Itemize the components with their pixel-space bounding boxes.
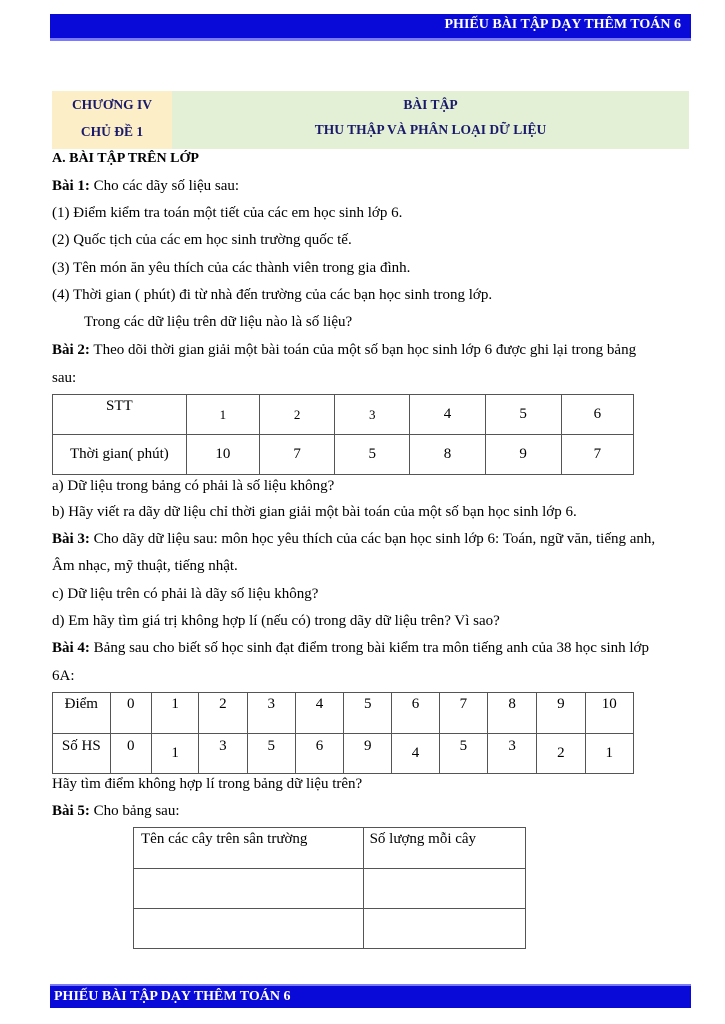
chapter-cell xyxy=(52,91,172,149)
section-a-heading: A. BÀI TẬP TRÊN LỚP xyxy=(52,151,199,166)
bai5-label: Bài 5: xyxy=(52,803,90,819)
bai2-question-b: b) Hãy viết ra dãy dữ liệu chỉ thời gian giải một bài toán của một số bạn học sinh lớp 6. xyxy=(52,504,577,520)
table-cell: 5 xyxy=(439,734,487,774)
bai4-intro-text: Bảng sau cho biết số học sinh đạt điểm trong bài kiểm tra môn tiếng anh của 38 học sinh lớp xyxy=(89,640,649,656)
table-cell: 3 xyxy=(247,693,295,734)
bai5-intro-text: Cho bảng sau: xyxy=(89,803,180,819)
chapter-label: CHƯƠNG IV xyxy=(71,97,153,112)
table-cell: 7 xyxy=(439,693,487,734)
table-cell: 7 xyxy=(561,435,633,475)
bai2-intro-text: Theo dõi thời gian giải một bài toán của một số bạn học sinh lớp 6 được ghi lại trong bảng xyxy=(89,342,637,358)
table-cell: 3 xyxy=(199,734,247,774)
table-row xyxy=(134,828,526,869)
section-heading: BÀI TẬP xyxy=(403,97,458,112)
table-cell xyxy=(134,909,364,949)
bai5-intro xyxy=(52,803,180,820)
table-cell: 7 xyxy=(260,435,335,475)
table-cell xyxy=(363,909,525,949)
bai3-question-c: c) Dữ liệu trên có phải là dãy số liệu không? xyxy=(52,586,319,602)
table-cell xyxy=(363,869,525,909)
bai4-intro-cont: 6A: xyxy=(52,668,75,684)
bai4-label: Bài 4: xyxy=(52,640,90,656)
table-cell: 6 xyxy=(295,734,343,774)
table-cell: 4 xyxy=(295,693,343,734)
table-cell: 3 xyxy=(487,734,536,774)
table-cell: 5 xyxy=(335,435,410,475)
table-header-cell: Số HS xyxy=(53,734,111,774)
table-cell xyxy=(134,869,364,909)
bai1-intro xyxy=(52,178,239,195)
bai2-label: Bài 2: xyxy=(52,342,90,358)
table-header-cell: STT xyxy=(53,395,187,435)
bai1-question: Trong các dữ liệu trên dữ liệu nào là số liệu? xyxy=(84,314,353,330)
table-row xyxy=(53,734,634,774)
table-header-cell: Tên các cây trên sân trường xyxy=(134,828,364,869)
table-row xyxy=(134,869,526,909)
table-cell: 2 xyxy=(199,693,247,734)
table-cell: 1 xyxy=(151,734,198,774)
footer-title: PHIẾU BÀI TẬP DẠY THÊM TOÁN 6 xyxy=(54,989,291,1004)
table-cell: 1 xyxy=(585,734,633,774)
table-cell: 8 xyxy=(410,435,485,475)
chapter-box xyxy=(52,91,689,149)
bai1-item-4: (4) Thời gian ( phút) đi từ nhà đến trường của các bạn học sinh trong lớp. xyxy=(52,287,493,303)
footer-bar xyxy=(50,984,691,1008)
bai2-table xyxy=(52,394,634,475)
table-cell: 3 xyxy=(335,395,410,435)
bai4-table xyxy=(52,692,634,774)
table-cell: 4 xyxy=(410,395,485,435)
table-cell: 9 xyxy=(344,734,392,774)
section-subheading: THU THẬP VÀ PHÂN LOẠI DỮ LIỆU xyxy=(314,122,547,137)
table-cell: 1 xyxy=(151,693,198,734)
bai1-intro-text: Cho các dãy số liệu sau: xyxy=(89,178,240,194)
bai2-intro xyxy=(52,342,636,359)
table-cell: 5 xyxy=(344,693,392,734)
bai1-item-2: (2) Quốc tịch của các em học sinh trường quốc tế. xyxy=(52,232,352,248)
bai1-label: Bài 1: xyxy=(52,178,90,194)
table-cell: 6 xyxy=(392,693,439,734)
bai2-question-a: a) Dữ liệu trong bảng có phải là số liệu không? xyxy=(52,478,335,494)
table-header-cell: Điểm xyxy=(53,693,111,734)
bai3-intro-text: Cho dãy dữ liệu sau: môn học yêu thích của các bạn học sinh lớp 6: Toán, ngữ văn, tiếng anh, xyxy=(89,531,656,547)
table-cell: 2 xyxy=(537,734,585,774)
table-row xyxy=(53,435,634,475)
table-row xyxy=(134,909,526,949)
bai3-intro xyxy=(52,531,655,548)
header-title: PHIẾU BÀI TẬP DẠY THÊM TOÁN 6 xyxy=(444,17,681,32)
table-cell: 10 xyxy=(585,693,633,734)
bai4-question: Hãy tìm điểm không hợp lí trong bảng dữ liệu trên? xyxy=(52,776,363,792)
table-cell: 9 xyxy=(485,435,561,475)
table-header-cell: Thời gian( phút) xyxy=(53,435,187,475)
table-cell: 4 xyxy=(392,734,439,774)
table-cell: 0 xyxy=(110,693,151,734)
table-cell: 6 xyxy=(561,395,633,435)
topic-label: CHỦ ĐỀ 1 xyxy=(80,124,144,139)
bai1-item-3: (3) Tên món ăn yêu thích của các thành viên trong gia đình. xyxy=(52,260,411,276)
table-cell: 5 xyxy=(485,395,561,435)
bai4-intro xyxy=(52,640,649,657)
table-cell: 9 xyxy=(537,693,585,734)
table-cell: 2 xyxy=(260,395,335,435)
bai3-question-d: d) Em hãy tìm giá trị không hợp lí (nếu có) trong dãy dữ liệu trên? Vì sao? xyxy=(52,613,500,629)
bai3-label: Bài 3: xyxy=(52,531,90,547)
table-cell: 10 xyxy=(186,435,259,475)
table-cell: 0 xyxy=(110,734,151,774)
header-bar xyxy=(50,14,691,41)
table-row xyxy=(53,693,634,734)
bai2-intro-cont: sau: xyxy=(52,370,77,386)
table-cell: 5 xyxy=(247,734,295,774)
bai3-intro-cont: Âm nhạc, mỹ thuật, tiếng nhật. xyxy=(52,558,238,574)
bai1-item-1: (1) Điểm kiểm tra toán một tiết của các em học sinh lớp 6. xyxy=(52,205,403,221)
table-cell: 1 xyxy=(186,395,259,435)
bai5-table xyxy=(133,827,526,949)
title-cell xyxy=(172,91,689,149)
table-cell: 8 xyxy=(487,693,536,734)
table-header-cell: Số lượng mỗi cây xyxy=(363,828,525,869)
table-row xyxy=(53,395,634,435)
